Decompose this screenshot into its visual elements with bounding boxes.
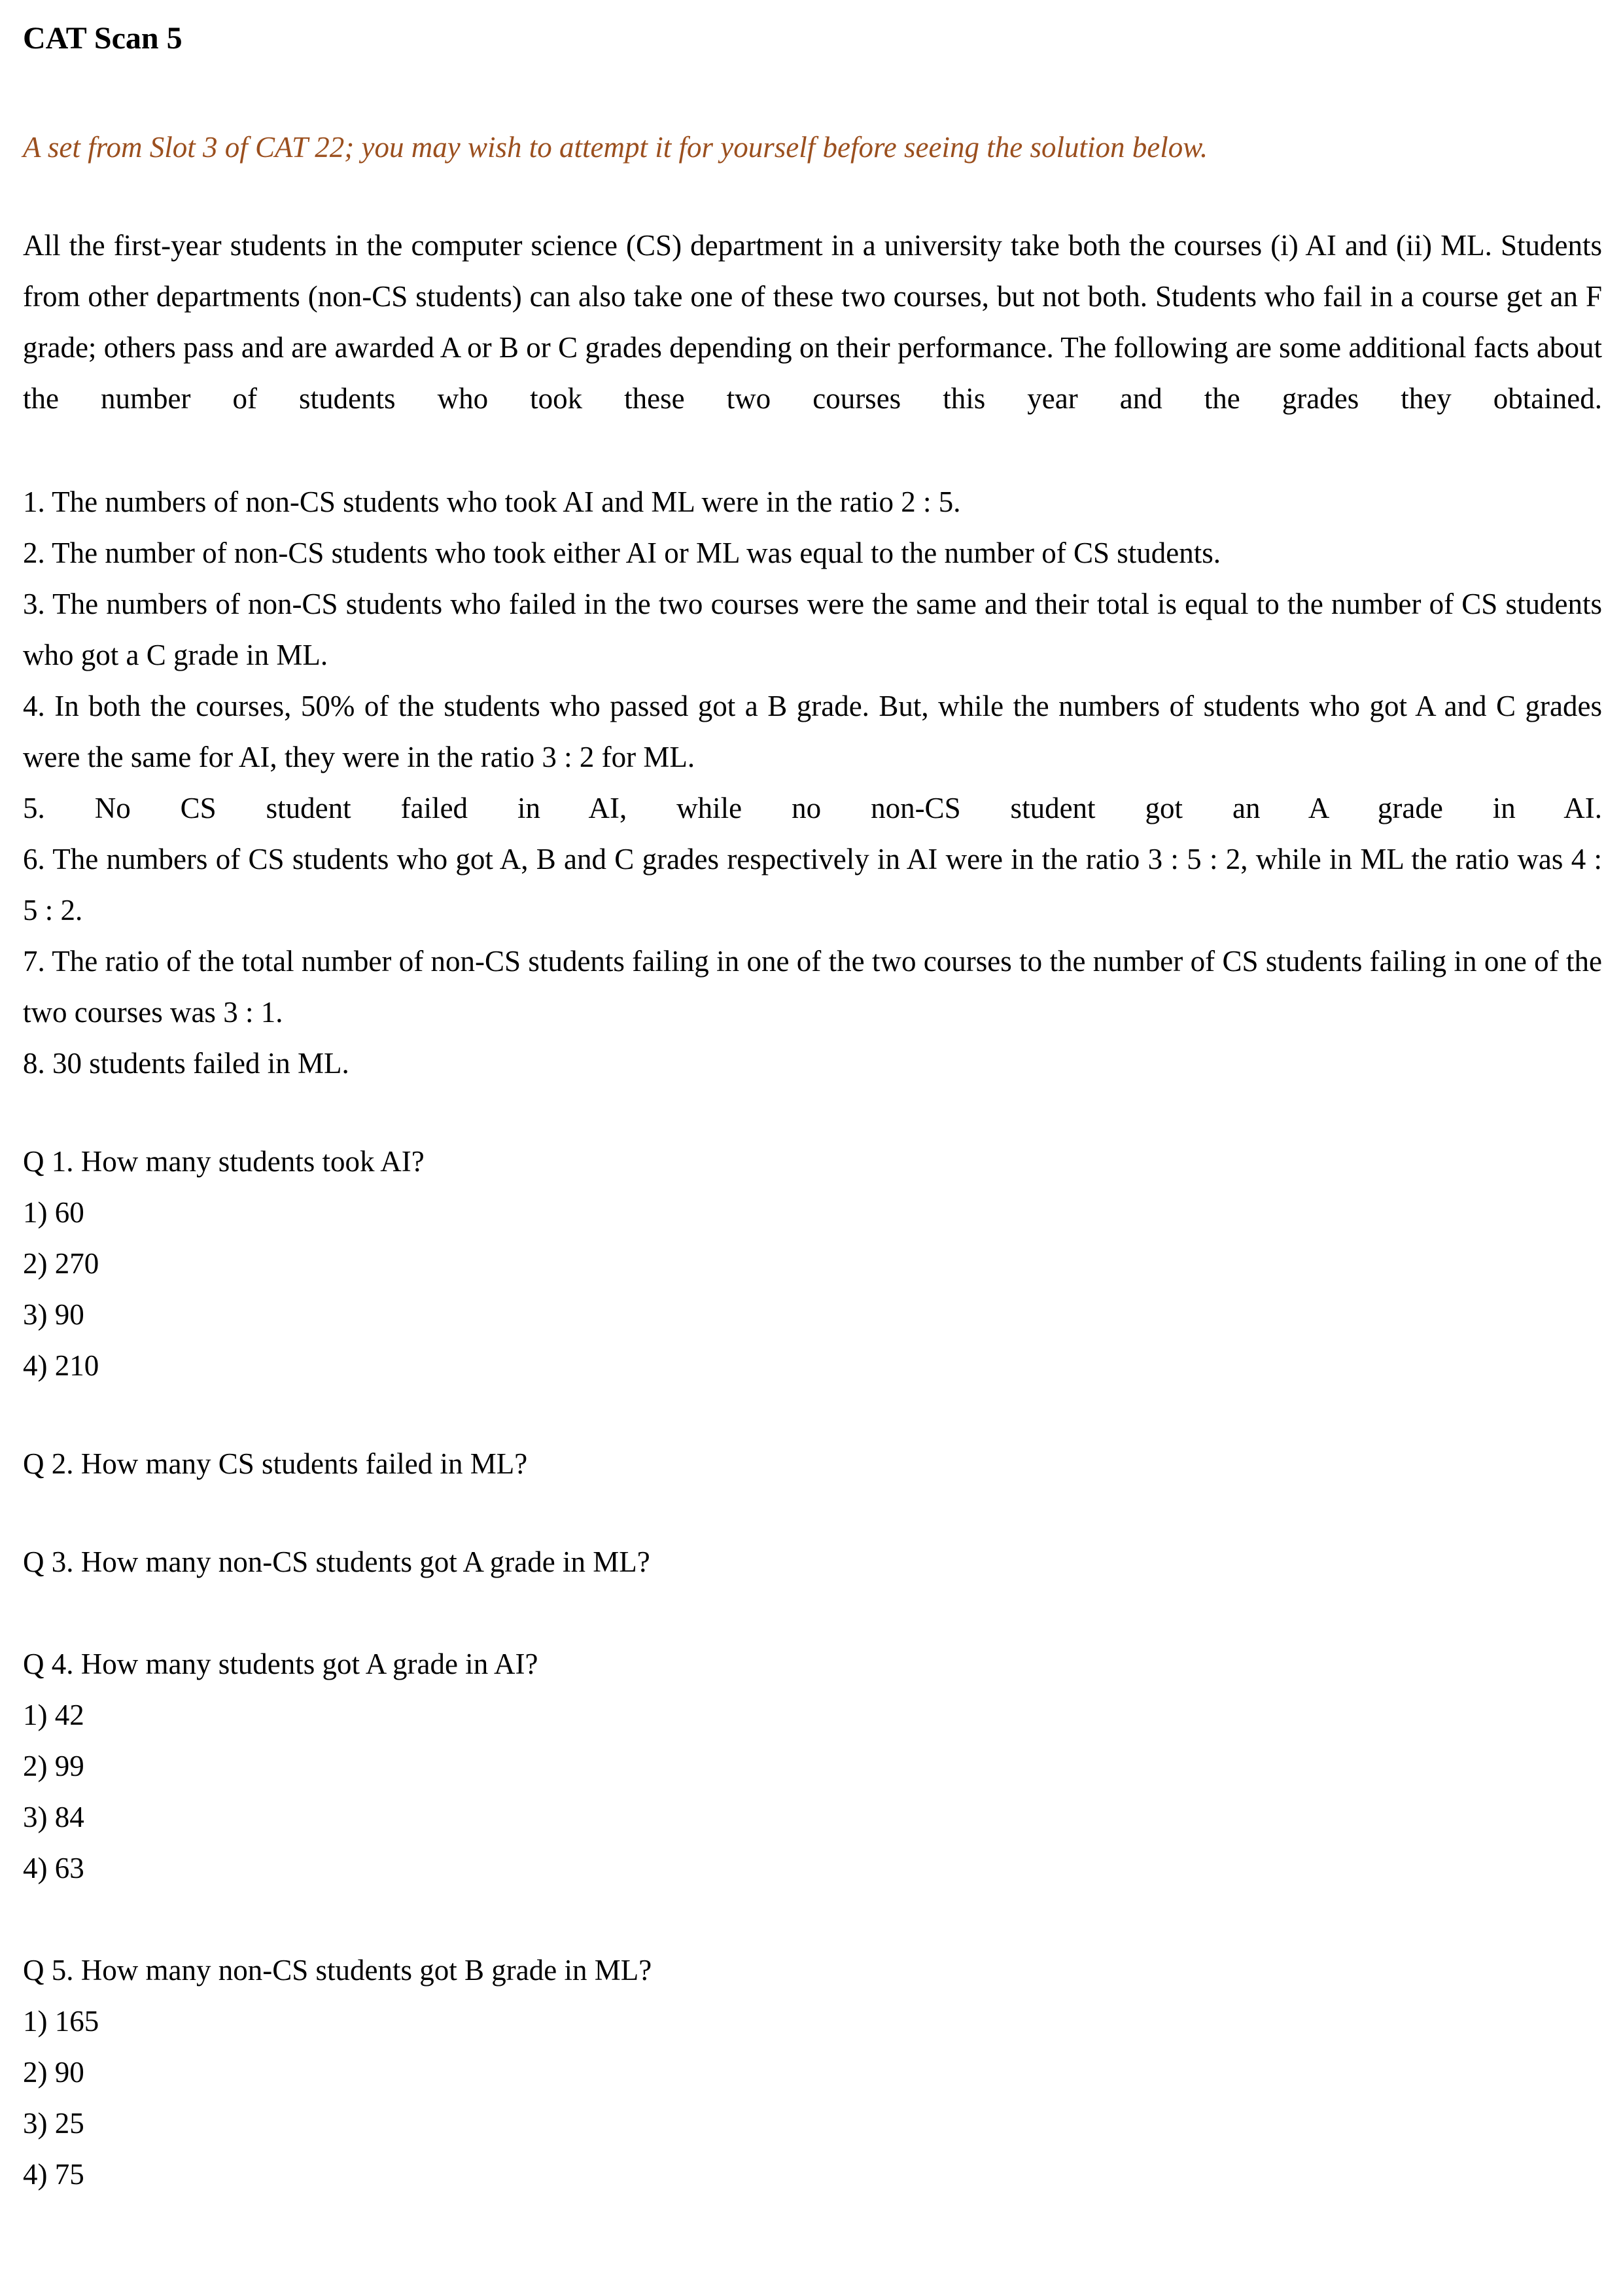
question-5-option-2: 2) 90 (23, 2056, 84, 2089)
fact-item-3: 3. The numbers of non-CS students who failed in the two courses were the same and their total is equal to the number of CS students who got a C grade in ML. (23, 588, 1602, 671)
question-5-option-1: 1) 165 (23, 2005, 99, 2038)
question-4-option-2: 2) 99 (23, 1750, 84, 1782)
question-4-option-4: 4) 63 (23, 1852, 84, 1884)
intro-paragraph: All the first-year students in the computer science (CS) department in a university take both the courses (i) AI and (ii) ML. Students from other departments (non-CS students) can also take one of these two courses, but not both. Students who fail in a course get an F grade; others pass and are awarded A or B or C grades depending on their performance. The following are some additional facts about the number of students who took these two courses this year and the grades they obtained. (23, 229, 1602, 415)
fact-item-5: 5. No CS student failed in AI, while no non-CS student got an A grade in AI. (23, 792, 1602, 824)
question-4-label: Q 4. How many students got A grade in AI? (23, 1648, 538, 1680)
subtitle-note: A set from Slot 3 of CAT 22; you may wish to attempt it for yourself before seeing the solution below. (23, 131, 1208, 164)
question-5-option-4: 4) 75 (23, 2158, 84, 2191)
fact-item-1: 1. The numbers of non-CS students who took AI and ML were in the ratio 2 : 5. (23, 486, 961, 518)
fact-item-8: 8. 30 students failed in ML. (23, 1047, 349, 1080)
question-1-option-2: 2) 270 (23, 1247, 99, 1280)
fact-item-6: 6. The numbers of CS students who got A, B and C grades respectively in AI were in the ratio 3 : 5 : 2, while in ML the ratio was 4 : 5 : 2. (23, 843, 1602, 927)
question-5-option-3: 3) 25 (23, 2107, 84, 2140)
question-1-label: Q 1. How many students took AI? (23, 1145, 425, 1178)
question-1-option-1: 1) 60 (23, 1196, 84, 1229)
question-3-label: Q 3. How many non-CS students got A grade in ML? (23, 1545, 650, 1578)
fact-item-7: 7. The ratio of the total number of non-CS students failing in one of the two courses to the number of CS students failing in one of the two courses was 3 : 1. (23, 945, 1602, 1029)
facts-list (23, 476, 1602, 1089)
question-4 (23, 1638, 1602, 1894)
question-5 (23, 1945, 1602, 2200)
question-4-option-3: 3) 84 (23, 1801, 84, 1833)
question-1-option-3: 3) 90 (23, 1298, 84, 1331)
question-1-option-4: 4) 210 (23, 1349, 99, 1382)
question-5-label: Q 5. How many non-CS students got B grade in ML? (23, 1954, 652, 1987)
fact-item-2: 2. The number of non-CS students who took either AI or ML was equal to the number of CS students. (23, 537, 1221, 569)
question-2-label: Q 2. How many CS students failed in ML? (23, 1447, 528, 1480)
question-3 (23, 1536, 1602, 1587)
fact-item-4: 4. In both the courses, 50% of the students who passed got a B grade. But, while the numbers of students who got A and C grades were the same for AI, they were in the ratio 3 : 2 for ML. (23, 690, 1602, 773)
question-4-option-1: 1) 42 (23, 1699, 84, 1731)
page-title: CAT Scan 5 (23, 21, 183, 56)
question-2 (23, 1438, 1602, 1489)
question-1 (23, 1136, 1602, 1391)
